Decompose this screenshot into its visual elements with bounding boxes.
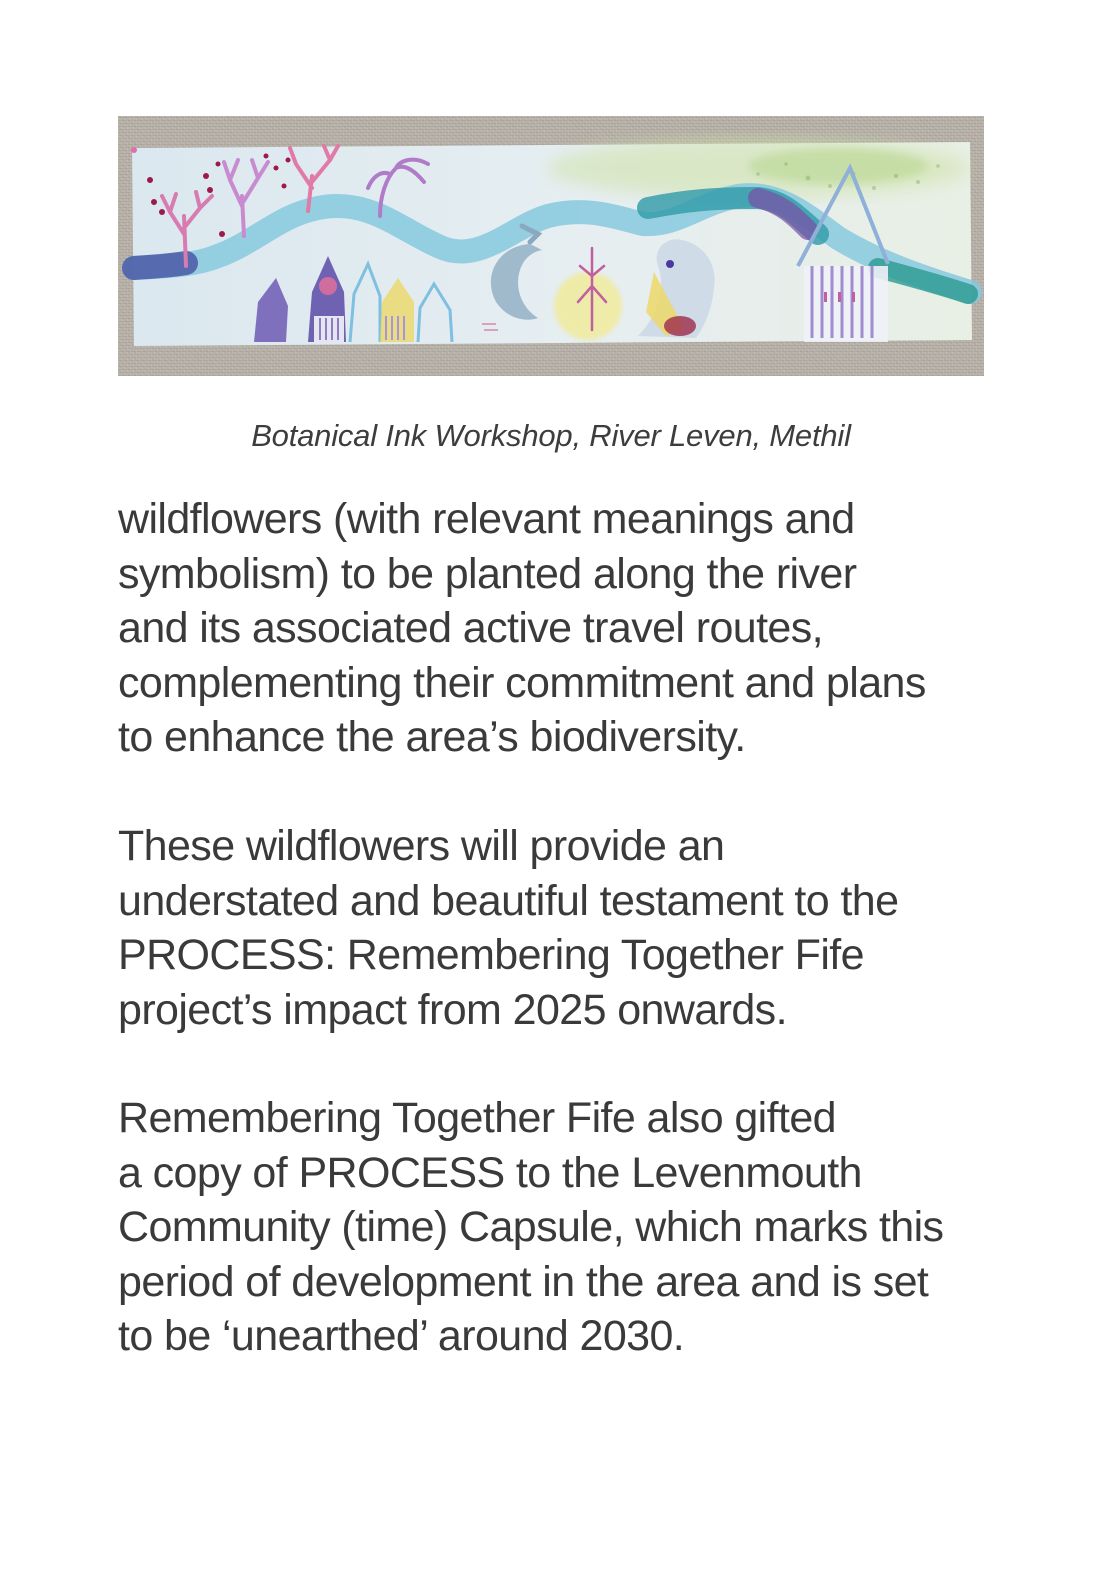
paragraph-line: to enhance the area’s biodiversity. xyxy=(118,713,746,761)
paragraph-line: symbolism) to be planted along the river xyxy=(118,549,857,598)
paragraph-line: wildflowers (with relevant meanings and xyxy=(118,495,855,543)
paragraph-line: project’s impact from 2025 onwards. xyxy=(118,985,787,1034)
tower-body xyxy=(804,266,888,342)
watercolour-artwork xyxy=(118,116,984,376)
paragraph-line: Community (time) Capsule, which marks this xyxy=(118,1203,944,1251)
body-paragraph-3 xyxy=(118,1091,998,1364)
body-paragraph-1 xyxy=(118,492,998,765)
paragraph-line: These wildflowers will provide an xyxy=(118,822,725,870)
paragraph-line: a copy of PROCESS to the Levenmouth xyxy=(118,1148,862,1197)
body-paragraph-2 xyxy=(118,819,998,1037)
paragraph-line: period of development in the area and is set xyxy=(118,1257,929,1306)
paragraph-line: complementing their commitment and plans xyxy=(118,658,926,707)
paragraph-line: and its associated active travel routes, xyxy=(118,604,823,652)
paragraph-line: Remembering Together Fife also gifted xyxy=(118,1094,836,1142)
paragraph-line: to be ‘unearthed’ around 2030. xyxy=(118,1312,685,1360)
figure-caption: Botanical Ink Workshop, River Leven, Methil xyxy=(251,418,851,453)
paragraph-line: PROCESS: Remembering Together Fife xyxy=(118,931,864,979)
yellow-glow xyxy=(554,272,622,340)
paragraph-line: understated and beautiful testament to the xyxy=(118,876,899,925)
